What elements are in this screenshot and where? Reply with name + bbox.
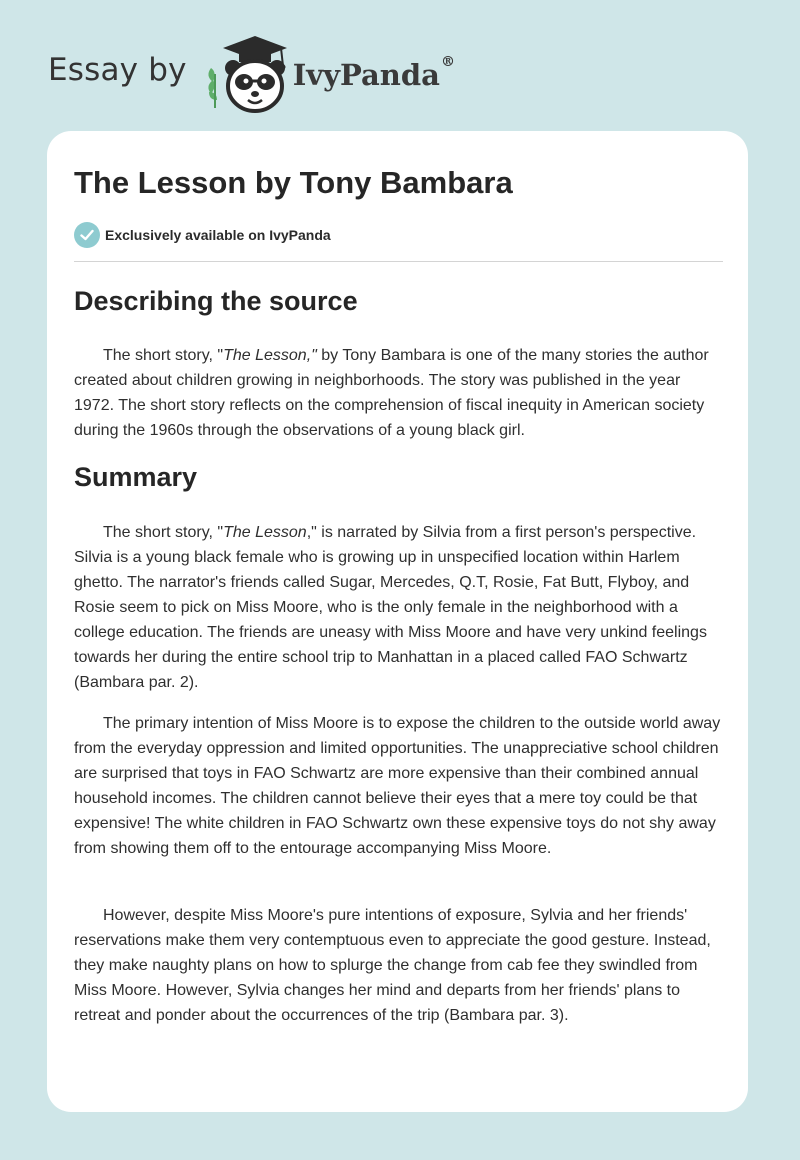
essay-card: [47, 131, 748, 1112]
registered-mark: ®: [440, 54, 455, 70]
essay-by-label: Essay by: [48, 52, 187, 88]
divider: [74, 261, 723, 262]
exclusive-badge-label: Exclusively available on IvyPanda: [105, 227, 331, 243]
paragraph: However, despite Miss Moore's pure intentions of exposure, Sylvia and her friends' reservations make them very contemptuous even to appreciate the good gesture. Instead, they make naughty plans on how to splurge the change from cab fee they swindled from Miss Moore. However, Sylvia changes her mind and departs from her friends' plans to retreat and ponder about the occurrences of the trip (Bambara par. 3).: [74, 907, 711, 1024]
essay-title: The Lesson by Tony Bambara: [74, 165, 513, 200]
brand-name[interactable]: IvyPanda®: [292, 54, 455, 92]
paragraph: The short story, "The Lesson," by Tony Bambara is one of the many stories the author created about children growing in neighborhoods. The story was published in the year 1972. The short story reflects on the comprehension of fiscal inequity in American society during the 1960s through the observations of a young black girl.: [74, 347, 709, 439]
section-heading-summary: Summary: [74, 462, 198, 492]
ivy-leaf-icon: [208, 68, 217, 108]
site-header: [48, 34, 455, 114]
section-heading-describing-source: Describing the source: [74, 286, 358, 316]
exclusive-badge: [74, 222, 331, 248]
paragraph: The primary intention of Miss Moore is to expose the children to the outside world away from the everyday oppression and limited opportunities. The unappreciative school children are surprised that toys in FAO Schwartz are more expensive than their combined annual household incomes. The children cannot believe their eyes that a mere toy could be that expensive! The white children in FAO Schwartz own these expensive toys do not shy away from showing them off to the entourage accompanying Miss Moore.: [74, 715, 721, 857]
paragraph: The short story, "The Lesson," is narrated by Silvia from a first person's perspective. Silvia is a young black female who is growing up in unspecified location within Harlem ghetto. The narrator's friends called Sugar, Mercedes, Q.T, Rosie, Fat Butt, Flyboy, and Rosie seem to pick on Miss Moore, who is the only female in the neighborhood with a college education. The friends are uneasy with Miss Moore and have very unkind feelings towards her during the entire school trip to Manhattan in a placed called FAO Schwartz (Bambara par. 2).: [74, 524, 707, 691]
check-icon: [74, 222, 100, 248]
panda-graduate-logo-icon[interactable]: [201, 34, 297, 114]
